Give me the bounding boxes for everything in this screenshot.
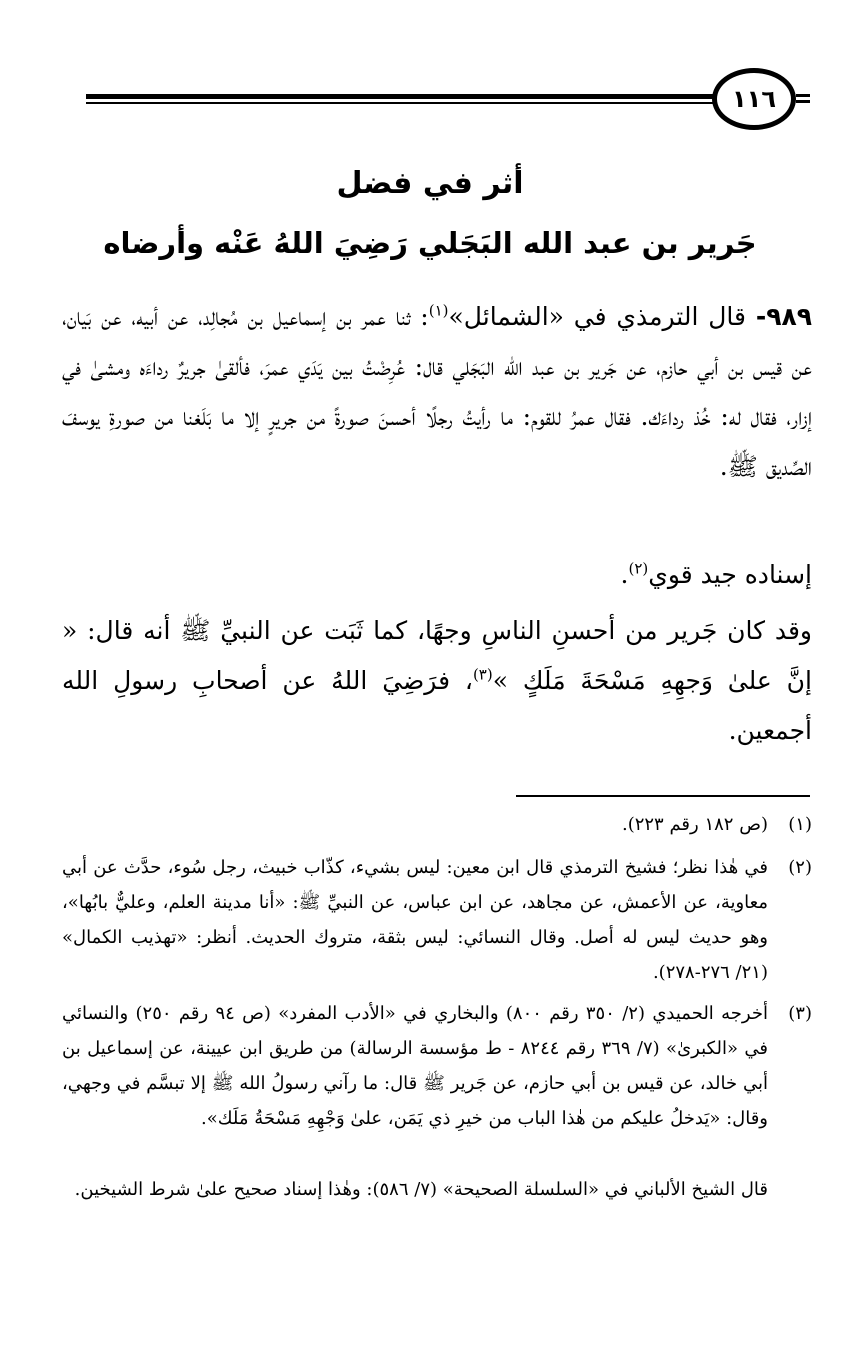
item-number: ٩٨٩-: [755, 302, 813, 331]
header-rule-thin: [86, 102, 786, 104]
footnote-2: [62, 850, 812, 990]
header-rule-thick: [86, 94, 786, 99]
narration-text: : ثنا عمر بن إسماعيل بن مُجالِد، عن أبيه، عن بَيان، عن قيس بن أبي حازم، عن جَرير بن عبد الله البَجَلي قال: عُرِضْتُ بين يَدَي عمرَ، فألقىٰ جريرٌ رداءَه ومشىٰ في إزار، فقال له: خُذ رداءَك. فقال عمرُ للقوم: ما رأيتُ رجلًا أحسنَ صورةً من جريرٍ إلا ما بَلَغنا من صورةِ يوسفَ الصِّديق ﷺ.: [62, 302, 812, 481]
narration-intro: قال الترمذي في «الشمائل»: [448, 302, 746, 331]
isnad-grade: إسناده جيد قوي: [648, 560, 812, 589]
footnote-marker: (٢): [788, 857, 812, 878]
footnote-ref-1: (١): [428, 301, 449, 320]
chapter-title-line2: جَرير بن عبد الله البَجَلي رَضِيَ اللهُ عَنْه وأرضاه: [103, 226, 757, 260]
footnote-3: [62, 996, 812, 1136]
header-rule-end: [796, 94, 810, 104]
paragraph-narration: [62, 292, 812, 492]
footnote-text: قال الشيخ الألباني في «السلسلة الصحيحة» (٧/ ٥٨٦): وهٰذا إسناد صحيح علىٰ شرط الشيخين.: [74, 1179, 768, 1200]
footnote-1: [62, 807, 812, 842]
footnote-text: في هٰذا نظر؛ فشيخ الترمذي قال ابن معين: ليس بشيء، كذّاب خبيث، رجل سُوء، حدَّث عن أبي معاوية، عن الأعمش، عن مجاهد، عن ابن عباس، عن النبيِّ ﷺ: «أنا مدينة العلم، وعليٌّ بابُها»، وهو حديث ليس له أصل. وقال النسائي: ليس بثقة، متروك الحديث. أنظر: «تهذيب الكمال» (٢١/ ٢٧٦-٢٧٨).: [62, 857, 768, 983]
paragraph-isnad: إسناده جيد قوي$^{(٢)}$.: [620, 559, 812, 589]
footnote-separator: [516, 795, 810, 797]
footnote-text: (ص ١٨٢ رقم ٢٢٣).: [621, 814, 768, 835]
comment-text: وقد كان جَرير من أحسنِ الناسِ وجهًا، كما ثَبَت عن النبيِّ ﷺ أنه قال: « إنَّ علىٰ وَجهِهِ مَسْحَةَ مَلَكٍ »: [62, 616, 812, 695]
footnote-text: أخرجه الحميدي (٢/ ٣٥٠ رقم ٨٠٠) والبخاري في «الأدب المفرد» (ص ٩٤ رقم ٢٥٠) والنسائي في «الكبرىٰ» (٧/ ٣٦٩ رقم ٨٢٤٤ - ط مؤسسة الرسالة) من طريق ابن عيينة، عن إسماعيل بن أبي خالد، عن قيس بن أبي حازم، عن جَرير ﷺ قال: ما رآني رسولُ الله ﷺ إلا تبسَّم في وجهي، وقال: «يَدخلُ عليكم من هٰذا الباب من خيرِ ذي يَمَن، علىٰ وَجْهِهِ مَسْحَةُ مَلَك».: [62, 1003, 768, 1129]
footnote-marker: (١): [788, 814, 812, 835]
footnote-ref-3: (٣): [472, 665, 493, 684]
footnote-marker: (٣): [788, 1003, 812, 1024]
page-number: ١١٦: [712, 68, 796, 130]
paragraph-comment: [62, 606, 812, 756]
footnote-ref-2: (٢): [628, 559, 649, 578]
header-rule: [86, 88, 786, 114]
footnote-3-continued: [62, 1172, 812, 1207]
comment-closing: ، فرَضِيَ اللهُ عن أصحابِ رسولِ الله أجمعين.: [62, 666, 812, 745]
chapter-title-line1: أثر في فضل: [336, 166, 524, 201]
